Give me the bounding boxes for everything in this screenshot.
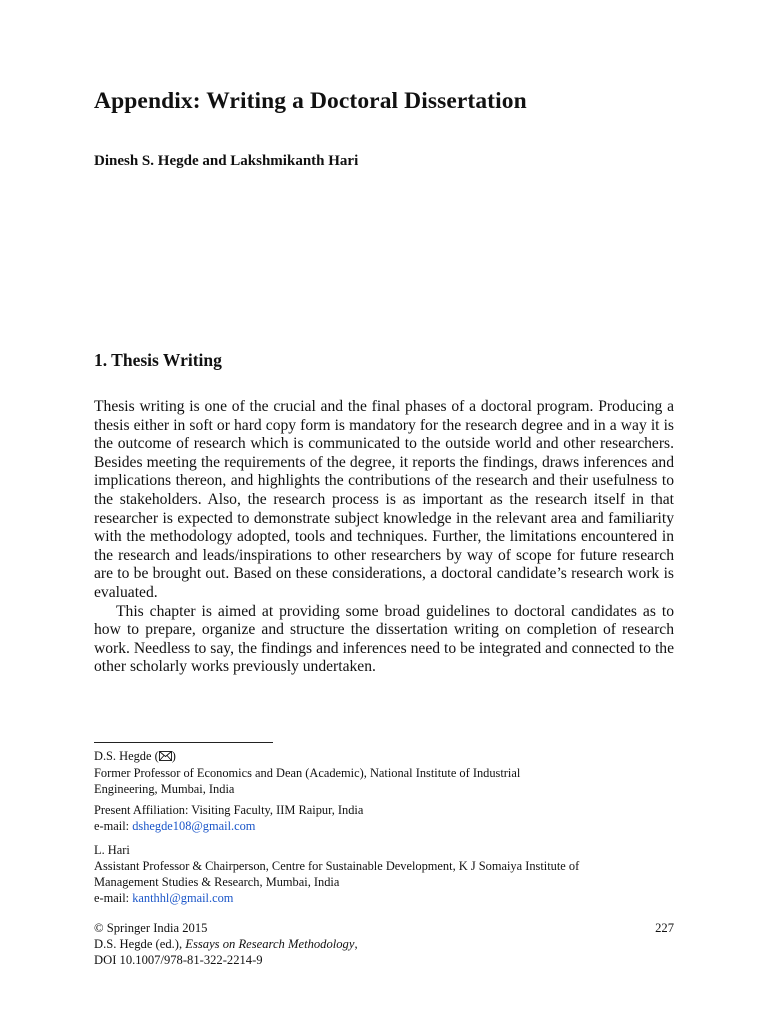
hari-email-line: e-mail: kanthhl@gmail.com bbox=[94, 891, 234, 905]
hegde-name-line: D.S. Hegde ( ) bbox=[94, 749, 176, 763]
doi: DOI 10.1007/978-81-322-2214-9 bbox=[94, 953, 263, 967]
book-title: Essays on Research Methodology bbox=[185, 937, 355, 951]
hegde-affiliation bbox=[94, 748, 684, 797]
hegde-affiliation-line: Former Professor of Economics and Dean (Academic), National Institute of Industrial bbox=[94, 766, 521, 780]
page-number: 227 bbox=[655, 921, 674, 935]
section-heading: 1. Thesis Writing bbox=[94, 350, 222, 370]
copyright: © Springer India 2015 bbox=[94, 921, 208, 935]
hegde-affiliation-line: Engineering, Mumbai, India bbox=[94, 782, 235, 796]
hegde-email-link[interactable]: dshegde108@gmail.com bbox=[132, 819, 256, 833]
citation: D.S. Hegde (ed.), Essays on Research Methodology, bbox=[94, 937, 358, 951]
hari-affiliation-line: Assistant Professor & Chairperson, Centre for Sustainable Development, K J Somaiya Institute of bbox=[94, 859, 580, 873]
hari-affiliation bbox=[94, 842, 684, 906]
footnote-divider bbox=[94, 742, 273, 743]
hegde-present: Present Affiliation: Visiting Faculty, IIM Raipur, India bbox=[94, 803, 364, 817]
authors: Dinesh S. Hegde and Lakshmikanth Hari bbox=[94, 153, 359, 169]
hegde-present-affiliation bbox=[94, 802, 684, 834]
hari-affiliation-line: Management Studies & Research, Mumbai, India bbox=[94, 875, 340, 889]
hegde-name: D.S. Hegde ( bbox=[94, 749, 159, 763]
chapter-title: Appendix: Writing a Doctoral Dissertation bbox=[94, 88, 527, 114]
hegde-email-line: e-mail: dshegde108@gmail.com bbox=[94, 819, 256, 833]
hari-name: L. Hari bbox=[94, 843, 130, 857]
paragraph: This chapter is aimed at providing some broad guidelines to doctoral candidates as to how to prepare, organize and structure the dissertation writing on completion of research work. Needless to say, the findings and inferences need to be integrated and connected to the other scholarly works previously undertaken. bbox=[94, 602, 674, 676]
hari-email-link[interactable]: kanthhl@gmail.com bbox=[132, 891, 234, 905]
envelope-icon bbox=[159, 749, 172, 765]
section-body bbox=[94, 398, 674, 677]
author-footnotes bbox=[94, 748, 684, 911]
publication-footer bbox=[94, 920, 674, 968]
paragraph: Thesis writing is one of the crucial and the final phases of a doctoral program. Producing a thesis either in soft or hard copy form is mandatory for the research degree and in a way it is the outcome of research which is communicated to the outside world and other researchers. Besides meeting the requirements of the degree, it reports the findings, draws inferences and implications thereon, and highlights the contributions of the research and their usefulness to the stakeholders. Also, the research process is as important as the research itself in that researcher is expected to demonstrate subject knowledge in the relevant area and familiarity with the methodology adopted, tools and techniques. Further, the limitations encountered in the research and leads/inspirations to other researchers by way of scope for future research are to be brought out. Based on these considerations, a doctoral candidate’s research work is evaluated. bbox=[94, 398, 674, 601]
